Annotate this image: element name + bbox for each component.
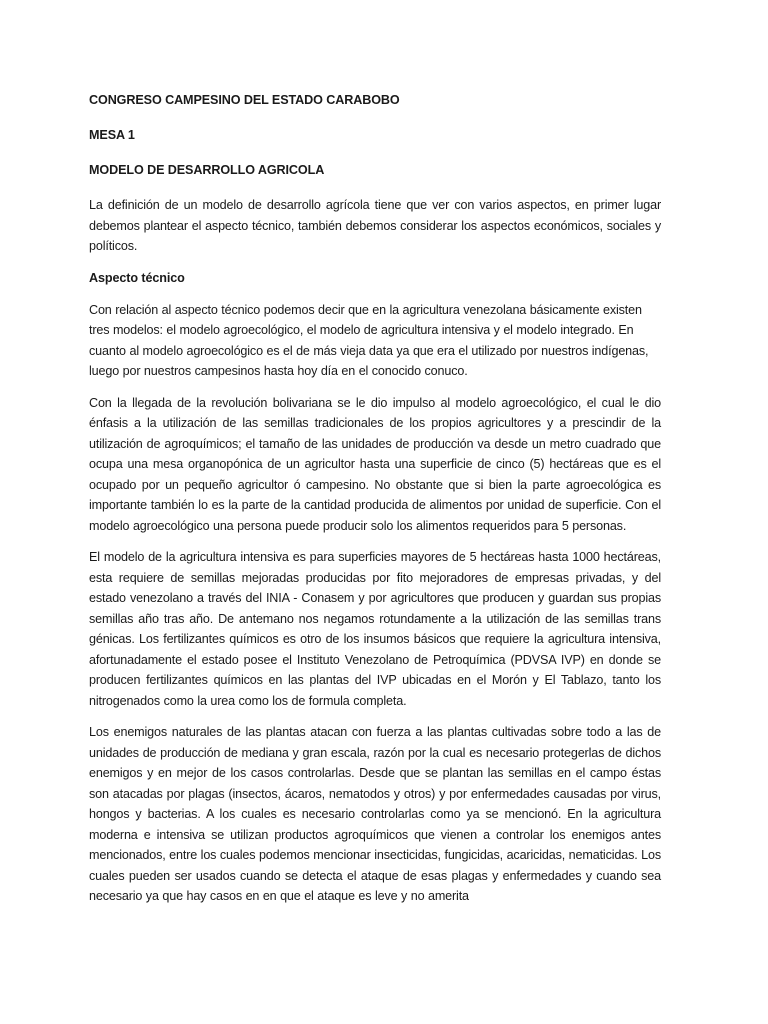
paragraph-bolivarian-revolution: Con la llegada de la revolución bolivariana se le dio impulso al modelo agroecológico, el cual le dio énfasis a la utilización de las semillas tradicionales de los propios agricultores y a prescindir de la utilización de agroquímicos; el tamaño de las unidades de producción va desde un metro cuadrado que ocupa una mesa organopónica de un agricultor hasta una superficie de cinco (5) hectáreas que es el ocupado por un pequeño agricultor ó campesino. No obstante que si bien la parte agroecológica es importante también lo es la parte de la cantidad producida de alimentos por unidad de superficie. Con el modelo agroecológico una persona puede producir solo los alimentos requeridos para 5 personas.: [89, 395, 661, 533]
paragraph-intensive-agriculture: El modelo de la agricultura intensiva es para superficies mayores de 5 hectáreas hasta 1000 hectáreas, esta requiere de semillas mejoradas producidas por fito mejoradores de empresas privadas, y del estado venezolano a través del INIA - Conasem y por agricultores que producen y guardan sus propias semillas año tras año. De antemano nos negamos rotundamente a la utilización de las semillas trans génicas. Los fertilizantes químicos es otro de los insumos básicos que requiere la agricultura intensiva, afortunadamente el estado posee el Instituto Venezolano de Petroquímica (PDVSA IVP) en donde se producen fertilizantes químicos en las plantas del IVP ubicadas en el Morón y El Tablazo, tanto los nitrogenados como la urea como los de formula completa.: [89, 550, 661, 708]
document-title: CONGRESO CAMPESINO DEL ESTADO CARABOBO: [89, 93, 400, 107]
topic-heading: MODELO DE DESARROLLO AGRICOLA: [89, 163, 325, 177]
document-body: [89, 90, 661, 918]
paragraph-technical-models: Con relación al aspecto técnico podemos decir que en la agricultura venezolana básicamente existen tres modelos: el modelo agroecológico, el modelo de agricultura intensiva y el modelo integrado. En cuanto al modelo agroecológico es el de más vieja data ya que era el utilizado por nuestros indígenas, luego por nuestros campesinos hasta hoy día en el conocido conuco.: [89, 302, 649, 378]
paragraph-natural-enemies: Los enemigos naturales de las plantas atacan con fuerza a las plantas cultivadas sobre todo a las de unidades de producción de mediana y gran escala, razón por la cual es necesario protegerlas de dichos enemigos y en mejor de los casos controlarlas. Desde que se plantan las semillas en el campo éstas son atacadas por plagas (insectos, ácaros, nematodos y otros) y por enfermedades causadas por virus, hongos y bacterias. A los cuales es necesario controlarlas como ya se mencionó. En la agricultura moderna e intensiva se utilizan productos agroquímicos que vienen a controlar los enemigos antes mencionados, entre los cuales podemos mencionar insecticidas, fungicidas, acaricidas, nematicidas. Los cuales pueden ser usados cuando se detecta el ataque de esas plagas y enfermedades y cuando sea necesario ya que hay casos en en que el ataque es leve y no amerita: [89, 725, 661, 903]
table-label: MESA 1: [89, 128, 135, 142]
intro-paragraph: La definición de un modelo de desarrollo agrícola tiene que ver con varios aspectos, en primer lugar debemos plantear el aspecto técnico, también debemos considerar los aspectos económicos, sociales y políticos.: [89, 198, 661, 253]
section-heading: Aspecto técnico: [89, 270, 185, 285]
